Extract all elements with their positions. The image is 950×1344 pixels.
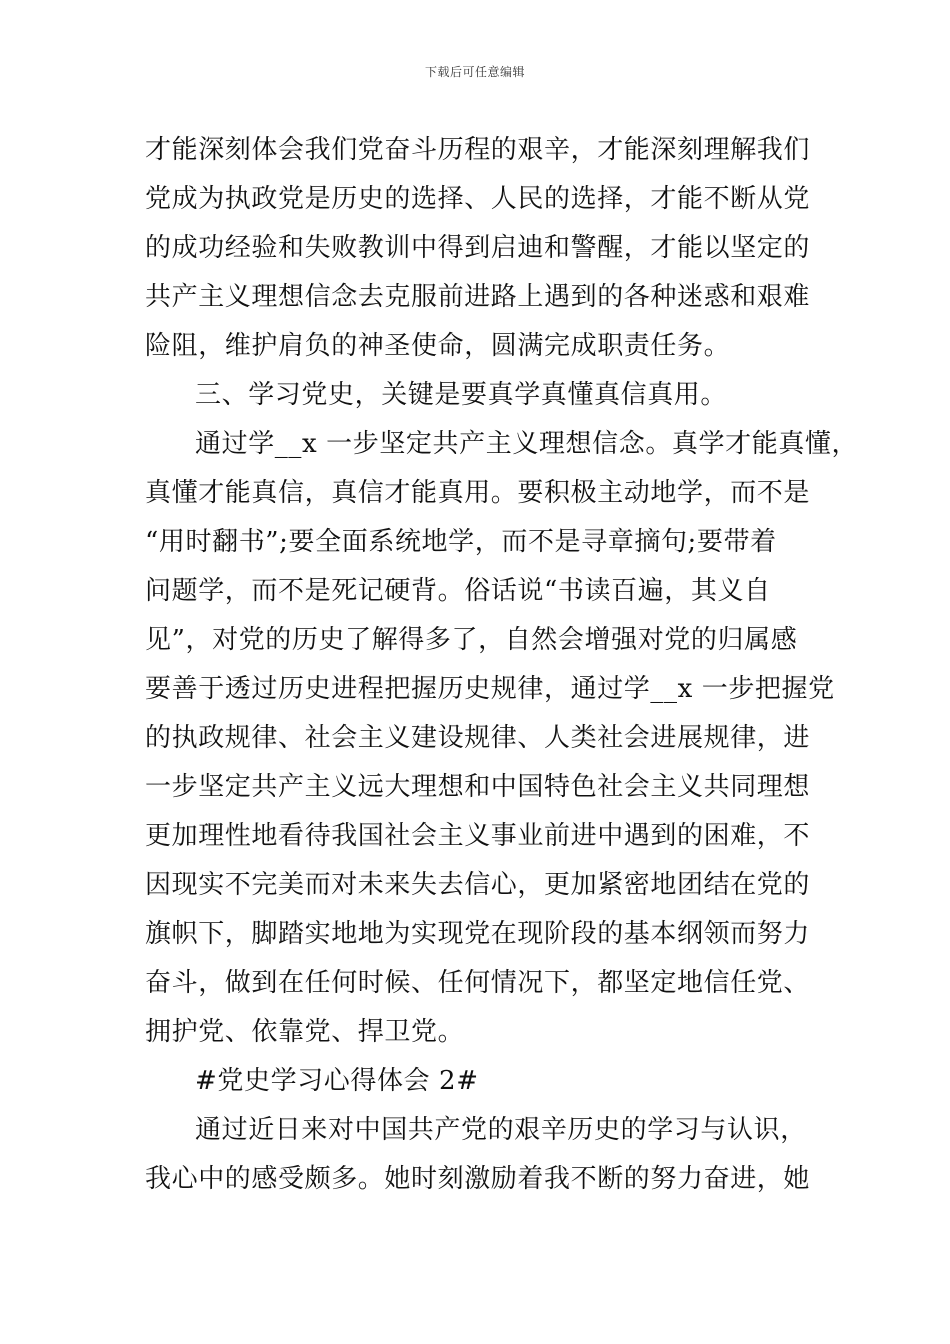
- text-line: 一步坚定共产主义远大理想和中国特色社会主义共同理想: [145, 772, 811, 802]
- text-line: 更加理性地看待我国社会主义事业前进中遇到的困难，不: [145, 821, 811, 851]
- text-line: 共产主义理想信念去克服前进路上遇到的各种迷惑和艰难: [145, 282, 811, 312]
- text-line: 党成为执政党是历史的选择、人民的选择，才能不断从党: [145, 184, 811, 214]
- text-line: 问题学，而不是死记硬背。俗话说“书读百遍，其义自: [145, 576, 771, 606]
- text-line: #党史学习心得体会 2#: [195, 1066, 479, 1096]
- text-line: 才能深刻体会我们党奋斗历程的艰辛，才能深刻理解我们: [145, 135, 811, 165]
- text-line: 的成功经验和失败教训中得到启迪和警醒，才能以坚定的: [145, 233, 811, 263]
- text-line: 险阻，维护肩负的神圣使命，圆满完成职责任务。: [145, 331, 731, 361]
- text-line: 因现实不完美而对未来失去信心，更加紧密地团结在党的: [145, 870, 811, 900]
- text-line: 三、学习党史，关键是要真学真懂真信真用。: [195, 380, 728, 410]
- text-line: 见”，对党的历史了解得多了，自然会增强对党的归属感: [145, 625, 798, 655]
- text-line: 通过学__x 一步坚定共产主义理想信念。真学才能真懂，: [195, 429, 859, 459]
- text-line: 我心中的感受颇多。她时刻激励着我不断的努力奋进，她: [145, 1164, 811, 1194]
- text-line: 通过近日来对中国共产党的艰辛历史的学习与认识，: [195, 1115, 807, 1145]
- text-line: 的执政规律、社会主义建设规律、人类社会进展规律，进: [145, 723, 811, 753]
- text-line: 奋斗，做到在任何时候、任何情况下，都坚定地信任党、: [145, 968, 811, 998]
- text-line: 要善于透过历史进程把握历史规律，通过学__x 一步把握党: [145, 674, 835, 704]
- text-line: 旗帜下，脚踏实地地为实现党在现阶段的基本纲领而努力: [145, 919, 811, 949]
- page-header-note: 下载后可任意编辑: [424, 65, 525, 79]
- document-body: [145, 126, 859, 1204]
- text-line: “用时翻书”;要全面系统地学，而不是寻章摘句;要带着: [145, 527, 777, 557]
- text-line: 真懂才能真信，真信才能真用。要积极主动地学，而不是: [145, 478, 811, 508]
- text-line: 拥护党、依靠党、捍卫党。: [145, 1017, 465, 1047]
